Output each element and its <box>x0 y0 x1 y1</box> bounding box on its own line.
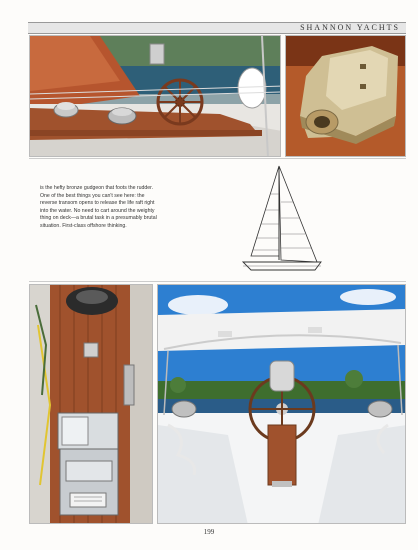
bronze-gudgeon-photo <box>285 35 406 157</box>
brand-title: SHANNON YACHTS <box>300 23 400 32</box>
page-number: 199 <box>203 528 215 536</box>
deck-winch-photo <box>29 284 153 524</box>
cockpit-wheel-photo <box>29 35 281 157</box>
sail-plan-drawing <box>237 162 327 274</box>
cockpit-bimini-photo <box>157 284 406 524</box>
header-bar <box>28 22 406 34</box>
body-caption: is the hefty bronze gudgeon that foots the rudder. One of the best things you can't see here: the reverse transom opens to release the life raft right into the water. No need to cart around the weighty thing on deck—a brutal task in a presumably brutal situation. First-class offshore thinking. <box>40 185 157 229</box>
